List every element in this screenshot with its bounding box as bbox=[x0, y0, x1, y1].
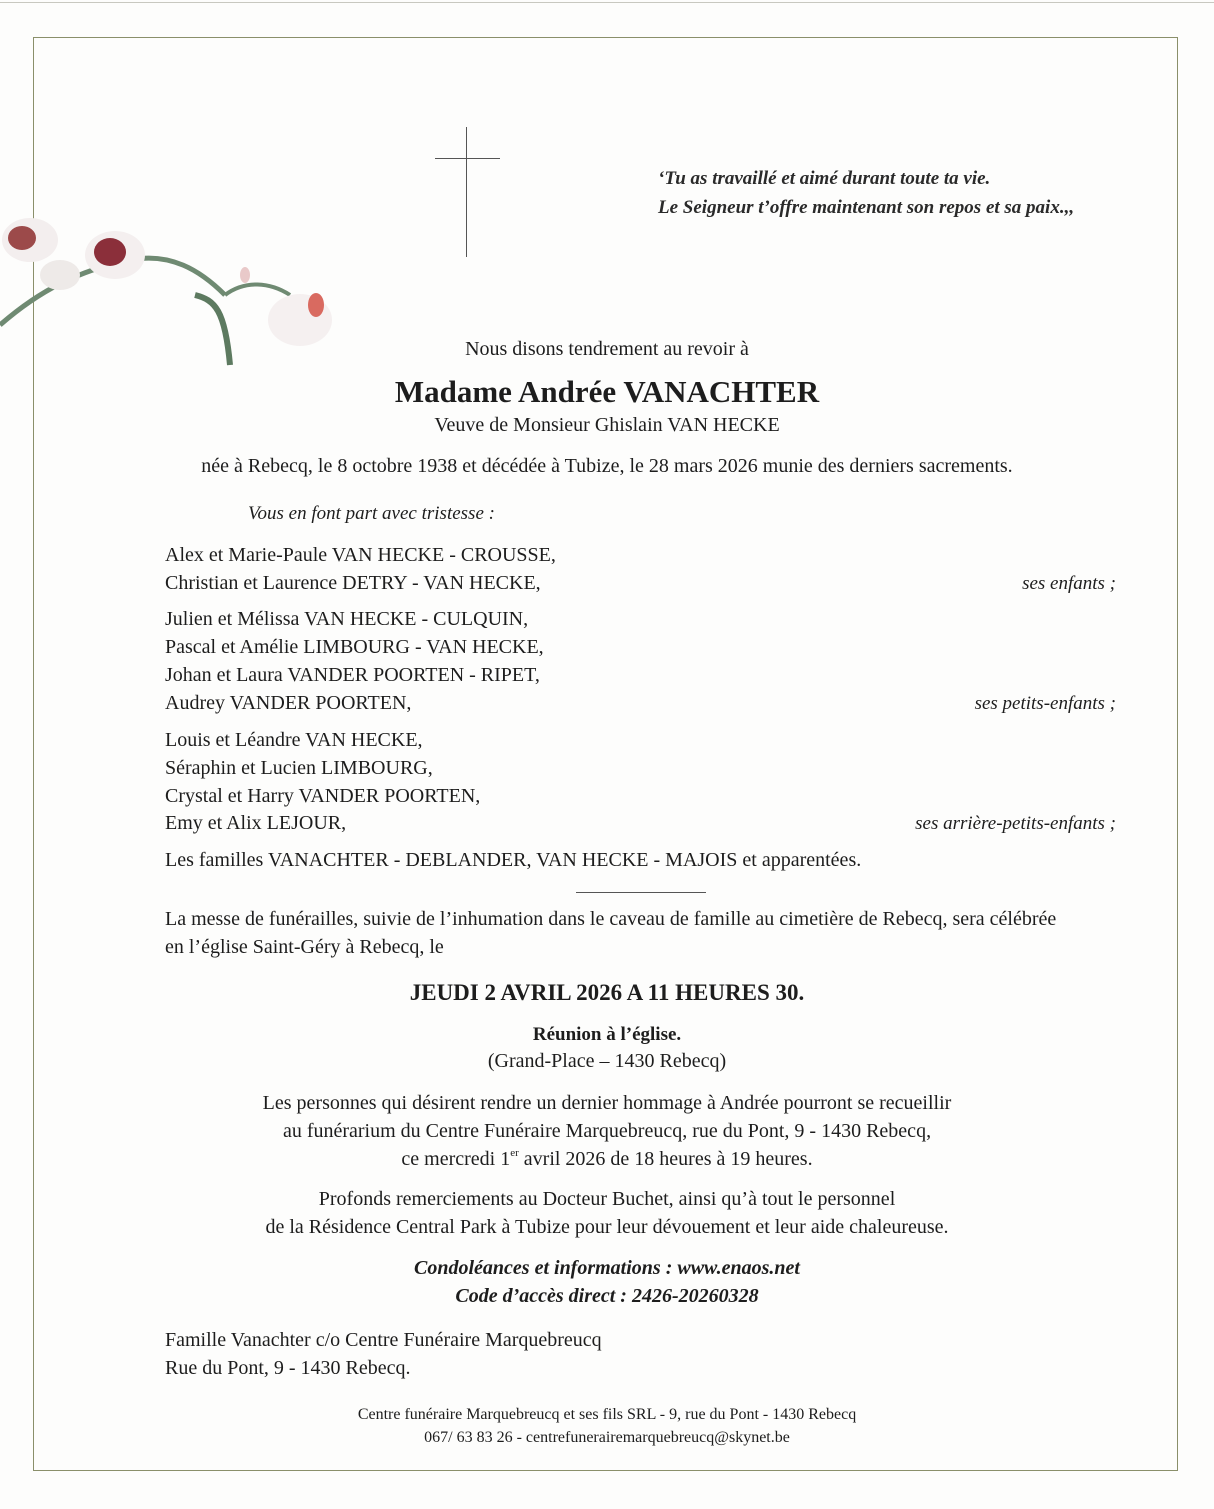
mass-line-2: en l’église Saint-Géry à Rebecq, le bbox=[165, 936, 444, 958]
top-edge-line bbox=[0, 2, 1214, 3]
deceased-name: Madame Andrée VANACHTER bbox=[394, 374, 820, 409]
role-great-grandchildren: ses arrière-petits-enfants ; bbox=[915, 813, 1116, 834]
list-item: Audrey VANDER POORTEN, bbox=[165, 692, 412, 714]
birth-death: née à Rebecq, le 8 octobre 1938 et décédée à Tubize, le 28 mars 2026 munie des derniers sacrements. bbox=[201, 455, 1013, 477]
cross-icon bbox=[466, 127, 467, 257]
family-address-line-1: Famille Vanachter c/o Centre Funéraire Marquebreucq bbox=[165, 1329, 602, 1351]
role-grandchildren: ses petits-enfants ; bbox=[974, 693, 1116, 714]
thanks-line-1: Profonds remerciements au Docteur Buchet, ainsi qu’à tout le personnel bbox=[318, 1188, 896, 1210]
list-item: Alex et Marie-Paule VAN HECKE - CROUSSE, bbox=[165, 544, 556, 566]
widow-of: Veuve de Monsieur Ghislain VAN HECKE bbox=[434, 414, 780, 436]
list-item: Séraphin et Lucien LIMBOURG, bbox=[165, 757, 433, 779]
footer-line-2: 067/ 63 83 26 - centrefunerairemarquebreucq@skynet.be bbox=[424, 1429, 790, 1446]
visitation-line-3-post: avril 2026 de 18 heures à 19 heures. bbox=[518, 1148, 813, 1170]
list-item: Pascal et Amélie LIMBOURG - VAN HECKE, bbox=[165, 636, 544, 658]
cross-bar bbox=[435, 158, 500, 159]
list-item: Louis et Léandre VAN HECKE, bbox=[165, 729, 423, 751]
visitation-line-3-pre: ce mercredi 1 bbox=[401, 1148, 511, 1170]
quote-line-2: Le Seigneur t’offre maintenant son repos et sa paix.,, bbox=[658, 197, 1075, 218]
list-item: Crystal et Harry VANDER POORTEN, bbox=[165, 785, 481, 807]
list-item: Johan et Laura VANDER POORTEN - RIPET, bbox=[165, 664, 540, 686]
intro-text: Nous disons tendrement au revoir à bbox=[465, 338, 749, 360]
condolences-line-1: Condoléances et informations : www.enaos.net bbox=[414, 1257, 800, 1279]
thanks-line-2: de la Résidence Central Park à Tubize pour leur dévouement et leur aide chaleureuse. bbox=[265, 1216, 949, 1238]
separator bbox=[576, 892, 706, 893]
mass-date: JEUDI 2 AVRIL 2026 A 11 HEURES 30. bbox=[409, 980, 805, 1005]
visitation-line-1: Les personnes qui désirent rendre un dernier hommage à Andrée pourront se recueillir bbox=[262, 1092, 952, 1114]
quote-line-1: ‘Tu as travaillé et aimé durant toute ta vie. bbox=[658, 168, 991, 189]
family-address-line-2: Rue du Pont, 9 - 1430 Rebecq. bbox=[165, 1357, 411, 1379]
mass-line-1: La messe de funérailles, suivie de l’inhumation dans le caveau de famille au cimetière de Rebecq, sera célébrée bbox=[165, 908, 1057, 930]
church-address: (Grand-Place – 1430 Rebecq) bbox=[487, 1050, 727, 1072]
list-item: Julien et Mélissa VAN HECKE - CULQUIN, bbox=[165, 608, 529, 630]
visitation-line-2: au funérarium du Centre Funéraire Marquebreucq, rue du Pont, 9 - 1430 Rebecq, bbox=[282, 1120, 932, 1142]
epigraph-quote bbox=[658, 164, 1074, 222]
visitation-superscript: er bbox=[510, 1147, 519, 1159]
families-line: Les familles VANACHTER - DEBLANDER, VAN HECKE - MAJOIS et apparentées. bbox=[165, 849, 862, 871]
meeting-place: Réunion à l’église. bbox=[532, 1024, 682, 1045]
footer-line-1: Centre funéraire Marquebreucq et ses fils SRL - 9, rue du Pont - 1430 Rebecq bbox=[357, 1406, 857, 1423]
list-item: Emy et Alix LEJOUR, bbox=[165, 812, 347, 834]
role-children: ses enfants ; bbox=[1022, 573, 1116, 594]
visitation-line-3 bbox=[0, 1148, 1214, 1171]
announcers-heading: Vous en font part avec tristesse : bbox=[248, 503, 495, 524]
condolences-line-2: Code d’accès direct : 2426-20260328 bbox=[455, 1285, 759, 1307]
list-item: Christian et Laurence DETRY - VAN HECKE, bbox=[165, 572, 541, 594]
